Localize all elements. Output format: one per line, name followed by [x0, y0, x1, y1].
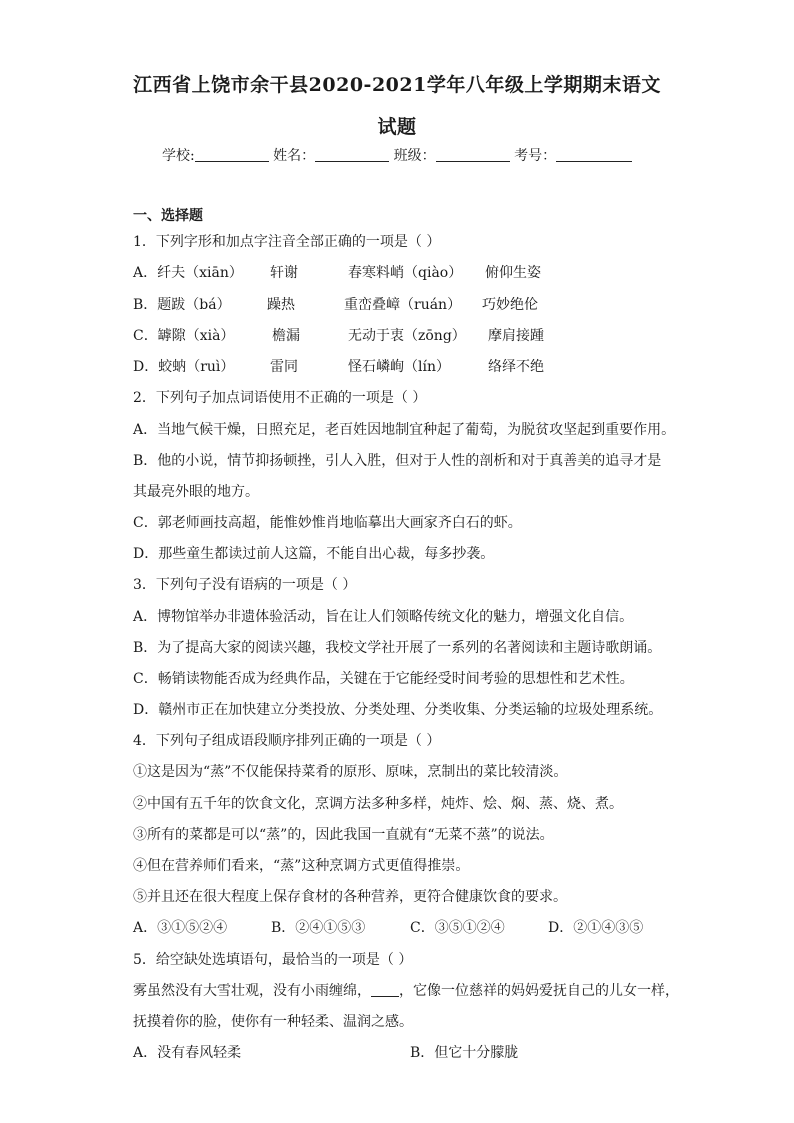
q2-option-d: D．那些童生都读过前人这篇，不能自出心裁，每多抄袭。: [133, 546, 495, 562]
q1-d-1: D．蛟蚋（ruì）: [133, 359, 235, 375]
number-blank[interactable]: [556, 147, 632, 162]
q3-stem: 3．下列句子没有语病的一项是（ ）: [133, 577, 357, 593]
q1-stem: 1．下列字形和加点字注音全部正确的一项是（ ）: [133, 234, 441, 250]
q1-a-1: A．纤夫（xiān）: [133, 265, 243, 281]
page-title-line1: 江西省上饶市余干县2020-2021学年八年级上学期期末语文: [133, 74, 661, 96]
page-title-line2: 试题: [377, 116, 417, 138]
q4-option-a: A．③①⑤②④: [133, 920, 228, 936]
q2-stem: 2．下列句子加点词语使用不正确的一项是（ ）: [133, 390, 427, 406]
q1-c-1: C．罅隙（xià）: [133, 328, 235, 344]
q5-option-b: B．但它十分朦胧: [410, 1045, 519, 1061]
q5-passage-line1: [133, 981, 679, 1001]
q5-blank[interactable]: [371, 982, 399, 997]
q1-b-2: 躁热: [267, 297, 295, 313]
q3-option-d: D．赣州市正在加快建立分类投放、分类处理、分类收集、分类运输的垃圾处理系统。: [133, 702, 663, 718]
q4-sentence-4: ④但在营养师们看来，“蒸”这种烹调方式更值得推崇。: [133, 858, 470, 874]
q2-option-c: C．郭老师画技高超，能惟妙惟肖地临摹出大画家齐白石的虾。: [133, 515, 522, 531]
q1-d-2: 雷同: [270, 359, 298, 375]
q1-c-4: 摩肩接踵: [488, 328, 544, 344]
number-label: 考号：: [514, 148, 557, 164]
q1-b-4: 巧妙绝伦: [482, 297, 538, 313]
student-info-row: [162, 145, 642, 165]
name-label: 姓名：: [273, 148, 316, 164]
q3-option-b: B．为了提高大家的阅读兴趣，我校文学社开展了一系列的名著阅读和主题诗歌朗诵。: [133, 640, 662, 656]
q1-b-3: 重峦叠嶂（ruán）: [344, 297, 462, 313]
q4-stem: 4．下列句子组成语段顺序排列正确的一项是（ ）: [133, 733, 441, 749]
school-blank[interactable]: [195, 147, 269, 162]
q5-stem: 5．给空缺处选填语句，最恰当的一项是（ ）: [133, 952, 413, 968]
q4-option-d: D．②①④③⑤: [548, 920, 644, 936]
q1-c-3: 无动于衷（zōng）: [348, 328, 466, 344]
q4-sentence-1: ①这是因为“蒸”不仅能保持菜肴的原形、原味，烹制出的菜比较清淡。: [133, 764, 568, 780]
q4-sentence-3: ③所有的菜都是可以“蒸”的，因此我国一直就有“无菜不蒸”的说法。: [133, 827, 554, 843]
q1-c-2: 檐漏: [272, 328, 300, 344]
class-label: 班级：: [393, 148, 436, 164]
q1-b-1: B．题跋（bá）: [133, 297, 231, 313]
school-label: 学校:: [162, 148, 195, 164]
q4-option-c: C．③⑤①②④: [410, 920, 505, 936]
q3-option-c: C．畅销读物能否成为经典作品，关键在于它能经受时间考验的思想性和艺术性。: [133, 671, 634, 687]
q1-d-4: 络绎不绝: [488, 359, 544, 375]
class-blank[interactable]: [436, 147, 510, 162]
q3-option-a: A．博物馆举办非遗体验活动，旨在让人们领略传统文化的魅力，增强文化自信。: [133, 609, 634, 625]
name-blank[interactable]: [315, 147, 389, 162]
q2-option-b-line2: 其最亮外眼的地方。: [133, 484, 259, 500]
q2-option-b-line1: B．他的小说，情节抑扬顿挫，引人入胜，但对于人性的剖析和对于真善美的追寻才是: [133, 453, 662, 469]
q5-passage-part1: 雾虽然没有大雪壮观，没有小雨缠绵，: [133, 983, 371, 999]
q5-option-a: A．没有春风轻柔: [133, 1045, 242, 1061]
section-heading: 一、选择题: [133, 208, 203, 224]
q4-sentence-5: ⑤并且还在很大程度上保存食材的各种营养，更符合健康饮食的要求。: [133, 889, 567, 905]
q1-a-2: 轩谢: [270, 265, 298, 281]
q1-a-4: 俯仰生姿: [485, 265, 541, 281]
q4-sentence-2: ②中国有五千年的饮食文化，烹调方法多种多样，炖炸、烩、焖、蒸、烧、煮。: [133, 796, 623, 812]
q1-a-3: 春寒料峭（qiào）: [348, 265, 463, 281]
q5-passage-part2: ，它像一位慈祥的妈妈爱抚自己的儿女一样，: [399, 983, 679, 999]
q2-option-a: A．当地气候干燥，日照充足，老百姓因地制宜种起了葡萄，为脱贫攻坚起到重要作用。: [133, 422, 676, 438]
q1-d-3: 怪石嶙峋（lín）: [348, 359, 450, 375]
q4-option-b: B．②④①⑤③: [271, 920, 366, 936]
q5-passage-line2: 抚摸着你的脸，使你有一种轻柔、温润之感。: [133, 1014, 413, 1030]
